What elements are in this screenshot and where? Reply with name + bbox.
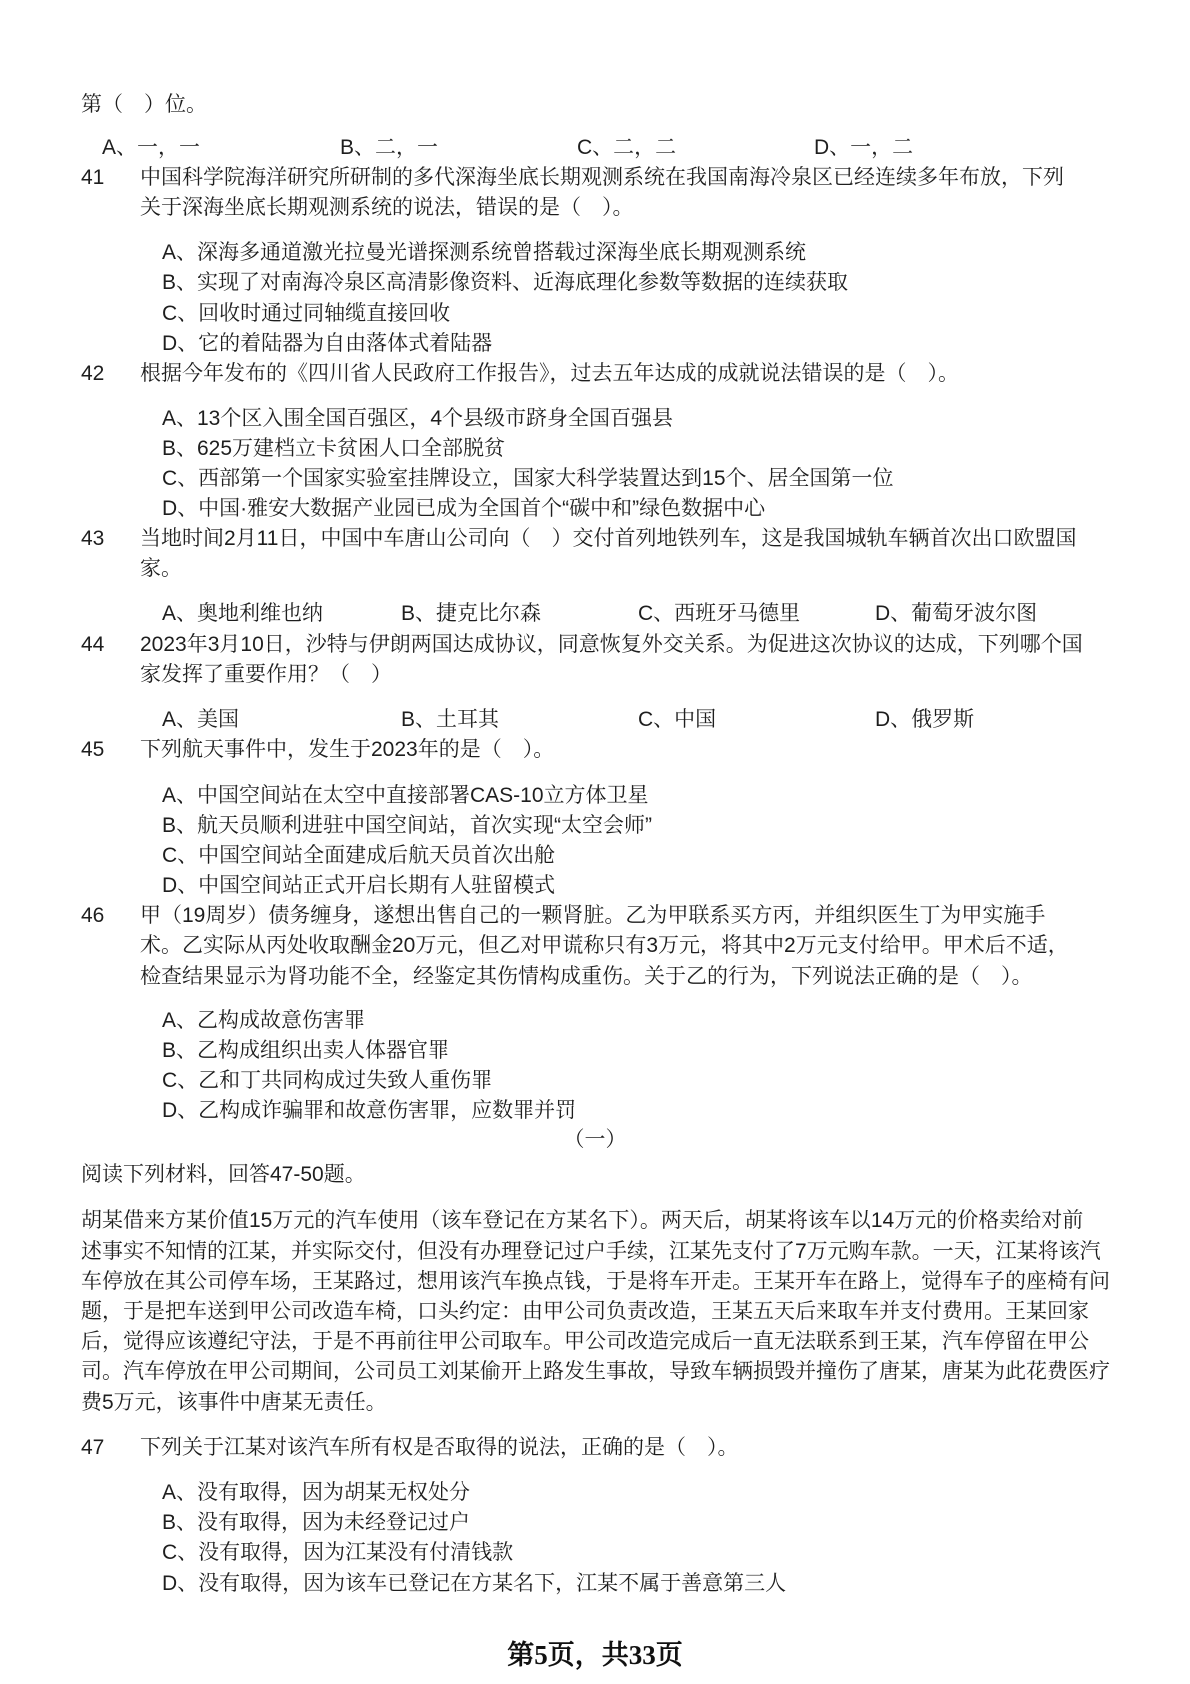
answer-option-a: A、没有取得，因为胡某无权处分 [162, 1481, 471, 1504]
answer-option-d: D、中国·雅安大数据产业园已成为全国首个“碳中和”绿色数据中心 [162, 497, 766, 520]
answer-option-a: A、中国空间站在太空中直接部署CAS-10立方体卫星 [162, 784, 649, 807]
answer-option-b: B、实现了对南海冷泉区高清影像资料、近海底理化参数等数据的连续获取 [162, 271, 849, 294]
question-stem-line: 2023年3月10日，沙特与伊朗两国达成协议，同意恢复外交关系。为促进这次协议的达成，下列哪个国 [140, 633, 1083, 656]
answer-option-b: B、没有取得，因为未经登记过户 [162, 1511, 471, 1534]
answer-option-d: D、没有取得，因为该车已登记在方某名下，江某不属于善意第三人 [162, 1572, 787, 1595]
section-heading: （一） [563, 1128, 627, 1151]
question-number: 42 [81, 362, 105, 385]
question-stem-line: 下列航天事件中，发生于2023年的是（ ）。 [140, 738, 555, 761]
answer-option-a: A、一，一 [102, 136, 201, 159]
question-number: 44 [81, 633, 105, 656]
question-stem-line: 家发挥了重要作用？（ ） [140, 663, 392, 686]
answer-option-c: C、乙和丁共同构成过失致人重伤罪 [162, 1069, 493, 1092]
answer-option-b: B、航天员顺利进驻中国空间站，首次实现“太空会师” [162, 814, 652, 837]
answer-option-a: A、13个区入围全国百强区，4个县级市跻身全国百强县 [162, 407, 674, 430]
material-paragraph-line: 费5万元，该事件中唐某无责任。 [81, 1391, 387, 1414]
question-stem-line: 第（ ）位。 [81, 93, 207, 116]
question-number: 47 [81, 1436, 105, 1459]
answer-option-a: A、美国 [162, 708, 240, 731]
material-paragraph-line: 胡某借来方某价值15万元的汽车使用（该车登记在方某名下）。两天后，胡某将该车以14万元的价格卖给对前 [81, 1209, 1084, 1232]
question-stem-line: 检查结果显示为肾功能不全，经鉴定其伤情构成重伤。关于乙的行为，下列说法正确的是（ ）。 [140, 965, 1033, 988]
question-number: 41 [81, 166, 105, 189]
question-stem-line: 术。乙实际从丙处收取酬金20万元，但乙对甲谎称只有3万元，将其中2万元支付给甲。甲术后不适， [140, 934, 1069, 957]
answer-option-d: D、葡萄牙波尔图 [875, 602, 1038, 625]
material-paragraph-line: 后，觉得应该遵纪守法，于是不再前往甲公司取车。甲公司改造完成后一直无法联系到王某，汽车停留在甲公 [81, 1330, 1089, 1353]
material-paragraph-line: 车停放在其公司停车场，王某路过，想用该汽车换点钱，于是将车开走。王某开车在路上，觉得车子的座椅有问 [81, 1270, 1110, 1293]
answer-option-a: A、乙构成故意伤害罪 [162, 1009, 366, 1032]
answer-option-b: B、捷克比尔森 [401, 602, 542, 625]
answer-option-c: C、西部第一个国家实验室挂牌设立，国家大科学装置达到15个、居全国第一位 [162, 467, 894, 490]
material-paragraph-line: 述事实不知情的江某，并实际交付，但没有办理登记过户手续，江某先支付了7万元购车款。一天，江某将该汽 [81, 1240, 1101, 1263]
question-stem-line: 根据今年发布的《四川省人民政府工作报告》，过去五年达成的成就说法错误的是（ ）。 [140, 362, 959, 385]
answer-option-d: D、乙构成诈骗罪和故意伤害罪，应数罪并罚 [162, 1099, 577, 1122]
material-paragraph-line: 司。汽车停放在甲公司期间，公司员工刘某偷开上路发生事故，导致车辆损毁并撞伤了唐某，唐某为此花费医疗 [81, 1360, 1110, 1383]
question-number: 46 [81, 904, 105, 927]
answer-option-c: C、二，二 [577, 136, 677, 159]
material-paragraph-line: 题，于是把车送到甲公司改造车椅，口头约定：由甲公司负责改造，王某五天后来取车并支付费用。王某回家 [81, 1300, 1089, 1323]
answer-option-b: B、二，一 [340, 136, 439, 159]
answer-option-c: C、回收时通过同轴缆直接回收 [162, 302, 451, 325]
question-stem-line: 中国科学院海洋研究所研制的多代深海坐底长期观测系统在我国南海冷泉区已经连续多年布放，下列 [140, 166, 1064, 189]
answer-option-c: C、中国空间站全面建成后航天员首次出舱 [162, 844, 556, 867]
answer-option-b: B、土耳其 [401, 708, 500, 731]
section-instruction: 阅读下列材料，回答47-50题。 [81, 1163, 366, 1186]
answer-option-d: D、一，二 [814, 136, 914, 159]
question-stem-line: 下列关于江某对该汽车所有权是否取得的说法，正确的是（ ）。 [140, 1436, 739, 1459]
question-stem-line: 家。 [140, 557, 182, 580]
answer-option-a: A、深海多通道激光拉曼光谱探测系统曾搭载过深海坐底长期观测系统 [162, 241, 807, 264]
question-stem-line: 当地时间2月11日，中国中车唐山公司向（ ）交付首列地铁列车，这是我国城轨车辆首次出口欧盟国 [140, 527, 1077, 550]
question-number: 43 [81, 527, 105, 550]
question-number: 45 [81, 738, 105, 761]
answer-option-b: B、乙构成组织出卖人体器官罪 [162, 1039, 450, 1062]
answer-option-d: D、中国空间站正式开启长期有人驻留模式 [162, 874, 556, 897]
answer-option-d: D、俄罗斯 [875, 708, 975, 731]
answer-option-c: C、没有取得，因为江某没有付清钱款 [162, 1541, 514, 1564]
answer-option-a: A、奥地利维也纳 [162, 602, 324, 625]
answer-option-c: C、中国 [638, 708, 717, 731]
page-footer: 第5页，共33页 [507, 1640, 683, 1670]
answer-option-b: B、625万建档立卡贫困人口全部脱贫 [162, 437, 506, 460]
answer-option-d: D、它的着陆器为自由落体式着陆器 [162, 332, 493, 355]
question-stem-line: 甲（19周岁）债务缠身，遂想出售自己的一颗肾脏。乙为甲联系买方丙，并组织医生丁为甲实施手 [140, 904, 1046, 927]
answer-option-c: C、西班牙马德里 [638, 602, 801, 625]
question-stem-line: 关于深海坐底长期观测系统的说法，错误的是（ ）。 [140, 196, 634, 219]
